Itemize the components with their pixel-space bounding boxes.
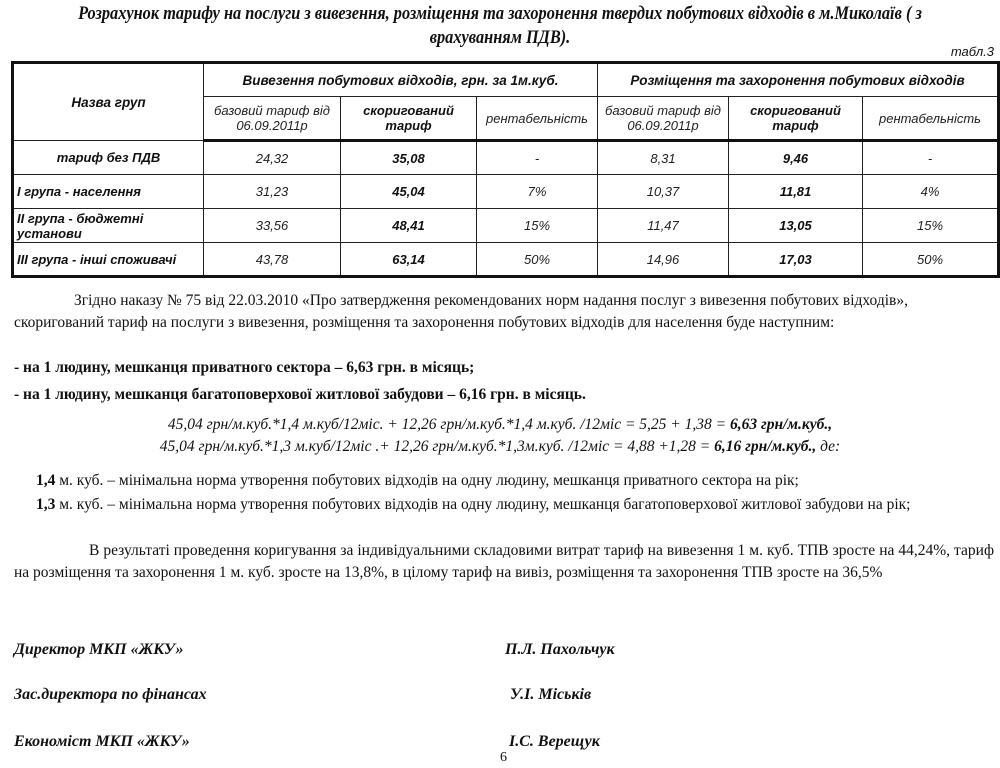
- signature-position: Економіст МКП «ЖКУ»: [14, 733, 190, 750]
- adjusted-tariff-disposal: 17,03: [729, 243, 863, 277]
- header-adjusted-tariff-disposal: скоригований тариф: [729, 97, 863, 141]
- header-profitability-disposal: рентабельність: [863, 97, 999, 141]
- signature-position: Зас.директора по фінансах: [14, 686, 207, 703]
- adjusted-tariff-disposal: 13,05: [729, 209, 863, 243]
- profitability-disposal: -: [863, 141, 999, 175]
- adjusted-tariff-disposal: 11,81: [729, 175, 863, 209]
- header-profitability-removal: рентабельність: [477, 97, 598, 141]
- bullet-apartment-buildings: - на 1 людину, мешканця багатоповерхової житлової забудови – 6,16 грн. в місяць.: [14, 386, 586, 403]
- base-tariff-removal: 43,78: [204, 243, 341, 277]
- note-norm-private: [14, 470, 994, 492]
- adjusted-tariff-removal: 45,04: [341, 175, 477, 209]
- profitability-disposal: 4%: [863, 175, 999, 209]
- signature-name: П.Л. Пахольчук: [505, 641, 615, 658]
- row-name: ІІІ група - інші споживачі: [13, 243, 204, 277]
- table-row: [13, 175, 999, 209]
- formula-result: 6,16 грн/м.куб.,: [714, 438, 817, 455]
- header-adjusted-tariff-removal: скоригований тариф: [341, 97, 477, 141]
- base-tariff-disposal: 8,31: [598, 141, 729, 175]
- profitability-removal: 15%: [477, 209, 598, 243]
- bullet-private-sector: - на 1 людину, мешканця приватного сектора – 6,63 грн. в місяць;: [14, 359, 475, 376]
- row-name: тариф без ПДВ: [13, 141, 204, 175]
- header-base-tariff-disposal: базовий тариф від 06.09.2011р: [598, 97, 729, 141]
- profitability-removal: -: [477, 141, 598, 175]
- note-value: 1,4: [36, 472, 56, 489]
- row-name: ІІ група - бюджетні установи: [13, 209, 204, 243]
- table-label: табл.3: [950, 44, 994, 59]
- tariff-table: [11, 61, 1000, 278]
- paragraph-order-reference: Згідно наказу № 75 від 22.03.2010 «Про затвердження рекомендованих норм надання послуг з вивезення побутових відходів», скоригований тариф на послуги з вивезення, розміщення та захоронення побутових відходів для населення буде наступним:: [14, 292, 908, 331]
- signature-position: Директор МКП «ЖКУ»: [14, 641, 184, 658]
- signature-name: У.І. Міськів: [510, 686, 592, 703]
- profitability-removal: 7%: [477, 175, 598, 209]
- formula-line: [0, 436, 1000, 458]
- header-removal: Вивезення побутових відходів, грн. за 1м.куб.: [204, 63, 598, 97]
- formula-result: 6,63 грн/м.куб.,: [729, 416, 833, 433]
- adjusted-tariff-removal: 63,14: [341, 243, 477, 277]
- base-tariff-disposal: 11,47: [598, 209, 729, 243]
- note-text: м. куб. – мінімальна норма утворення побутових відходів на одну людину, мешканця приватного сектора на рік;: [55, 472, 799, 489]
- base-tariff-disposal: 14,96: [598, 243, 729, 277]
- profitability-removal: 50%: [477, 243, 598, 277]
- adjusted-tariff-removal: 48,41: [341, 209, 477, 243]
- signature-name: І.С. Верещук: [509, 733, 600, 750]
- page-number: 6: [500, 750, 507, 765]
- adjusted-tariff-disposal: 9,46: [729, 141, 863, 175]
- profitability-disposal: 15%: [863, 209, 999, 243]
- base-tariff-removal: 31,23: [204, 175, 341, 209]
- adjusted-tariff-removal: 35,08: [341, 141, 477, 175]
- header-disposal: Розміщення та захоронення побутових відходів: [598, 63, 999, 97]
- document-title: Розрахунок тарифу на послуги з вивезення, розміщення та захоронення твердих побутових відходів в м.Миколаїв ( з врахуванням ПДВ).: [78, 3, 922, 48]
- formulas: [0, 414, 1000, 458]
- row-name: І група - населення: [13, 175, 204, 209]
- note-norm-apartment: [14, 494, 994, 516]
- base-tariff-removal: 33,56: [204, 209, 341, 243]
- formula-suffix: де:: [816, 438, 841, 455]
- base-tariff-disposal: 10,37: [598, 175, 729, 209]
- paragraph-result: В результаті проведення коригування за індивідуальними складовими витрат тариф на вивезення 1 м. куб. ТПВ зросте на 44,24%, тариф на розміщення та захоронення 1 м. куб. зросте на 13,8%, в цілому тариф на вивіз, розміщення та захоронення ТПВ зросте на 36,5%: [14, 542, 994, 581]
- formula-expression: 45,04 грн/м.куб.*1,3 м.куб/12міс .+ 12,26 грн/м.куб.*1,3м.куб. /12міс = 4,88 +1,28 =: [159, 438, 715, 455]
- formula-expression: 45,04 грн/м.куб.*1,4 м.куб/12міс. + 12,26 грн/м.куб.*1,4 м.куб. /12міс = 5,25 + 1,38 =: [167, 416, 730, 433]
- table-row: [13, 141, 999, 175]
- table-row: [13, 243, 999, 277]
- note-value: 1,3: [36, 496, 56, 513]
- profitability-disposal: 50%: [863, 243, 999, 277]
- header-group-name: Назва груп: [13, 63, 204, 141]
- base-tariff-removal: 24,32: [204, 141, 341, 175]
- formula-line: [0, 414, 1000, 436]
- note-text: м. куб. – мінімальна норма утворення побутових відходів на одну людину, мешканця багатоповерхової житлової забудови на рік;: [55, 496, 911, 513]
- table-row: [13, 209, 999, 243]
- header-base-tariff-removal: базовий тариф від 06.09.2011р: [204, 97, 341, 141]
